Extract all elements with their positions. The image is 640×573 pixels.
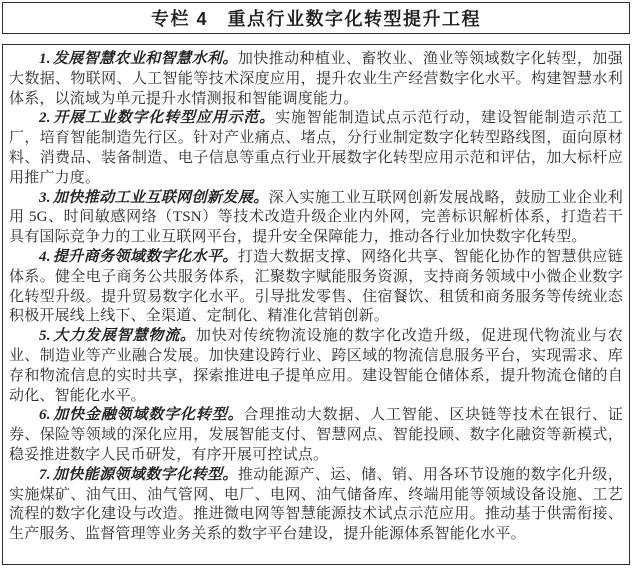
paragraph-lead: 加快推动工业互联网创新发展。	[52, 189, 269, 206]
paragraph-lead: 加快金融领域数字化转型。	[52, 407, 244, 424]
column-body-box	[2, 44, 630, 565]
paragraph-item	[9, 109, 623, 188]
paragraph-lead: 开展工业数字化转型应用示范。	[52, 110, 276, 127]
paragraph-number: 5.	[39, 328, 51, 345]
paragraph-item	[9, 189, 623, 248]
paragraph-body: 打造大数据支撑、网络化共享、智能化协作的智慧供应链体系。健全电子商务公共服务体系，汇聚数字赋能服务资源，支持商务领域中小微企业数字化转型升级。提升贸易数字化水平。引导批发零售、住宿餐饮、租赁和商务服务等传统业态积极开展线上线下、全渠道、定制化、精准化营销创新。	[9, 248, 623, 325]
panel-title: 专栏 4 重点行业数字化转型提升工程	[150, 9, 481, 29]
paragraph-body: 深入实施工业互联网创新发展战略，鼓励工业企业利用 5G、时间敏感网络（TSN）等技术改造升级企业内外网，完善标识解析体系，打造若干具有国际竞争力的工业互联网平台，提升安全保障能力，推动各行业加快数字化转型。	[9, 189, 623, 246]
paragraph-number: 6.	[39, 407, 51, 424]
paragraph-item	[9, 327, 623, 406]
paragraph-body: 推动能源产、运、储、销、用各环节设施的数字化升级，实施煤矿、油气田、油气管网、电厂、电网、油气储备库、终端用能等领域设备设施、工艺流程的数字化建设与改造。推进微电网等智慧能源技术试点示范应用。推动基于供需衔接、生产服务、监督管理等业务关系的数字平台建设，提升能源体系智能化水平。	[9, 466, 623, 543]
paragraph-lead: 发展智慧农业和智慧水利。	[52, 51, 238, 67]
column-title-box	[2, 2, 630, 34]
paragraph-number: 7.	[39, 466, 51, 483]
paragraph-body: 加快推动种植业、畜牧业、渔业等领域数字化转型，加强大数据、物联网、人工智能等技术深度应用，提升农业生产经营数字化水平。构建智慧水利体系，以流域为单元提升水情测报和智能调度能力。	[9, 51, 623, 107]
paragraph-lead: 大力发展智慧物流。	[52, 328, 196, 345]
paragraph-body: 实施智能制造试点示范行动，建设智能制造示范工厂，培育智能制造先行区。针对产业痛点、堵点，分行业制定数字化转型路线图，面向原材料、消费品、装备制造、电子信息等重点行业开展数字化转型应用示范和评估，加大标杆应用推广力度。	[9, 110, 623, 186]
paragraph-item	[9, 50, 623, 109]
paragraph-lead: 提升商务领域数字化水平。	[52, 248, 238, 265]
paragraph-item	[9, 406, 623, 465]
paragraph-item	[9, 466, 623, 545]
paragraph-lead: 加快能源领域数字化转型。	[52, 466, 238, 483]
paragraph-number: 1.	[39, 51, 51, 67]
paragraph-item	[9, 248, 623, 327]
paragraph-number: 2.	[39, 110, 51, 127]
paragraph-body: 合理推动大数据、人工智能、区块链等技术在银行、证券、保险等领域的深化应用，发展智能支付、智慧网点、智能投顾、数字化融资等新模式，稳妥推进数字人民币研发，有序开展可控试点。	[9, 407, 623, 463]
paragraph-number: 3.	[39, 189, 51, 206]
paragraph-body: 加快对传统物流设施的数字化改造升级，促进现代物流业与农业、制造业等产业融合发展。加快建设跨行业、跨区域的物流信息服务平台，实现需求、库存和物流信息的实时共享，探索推进电子提单应用。建设智能仓储体系，提升物流仓储的自动化、智能化水平。	[9, 328, 623, 404]
paragraph-number: 4.	[39, 248, 51, 265]
